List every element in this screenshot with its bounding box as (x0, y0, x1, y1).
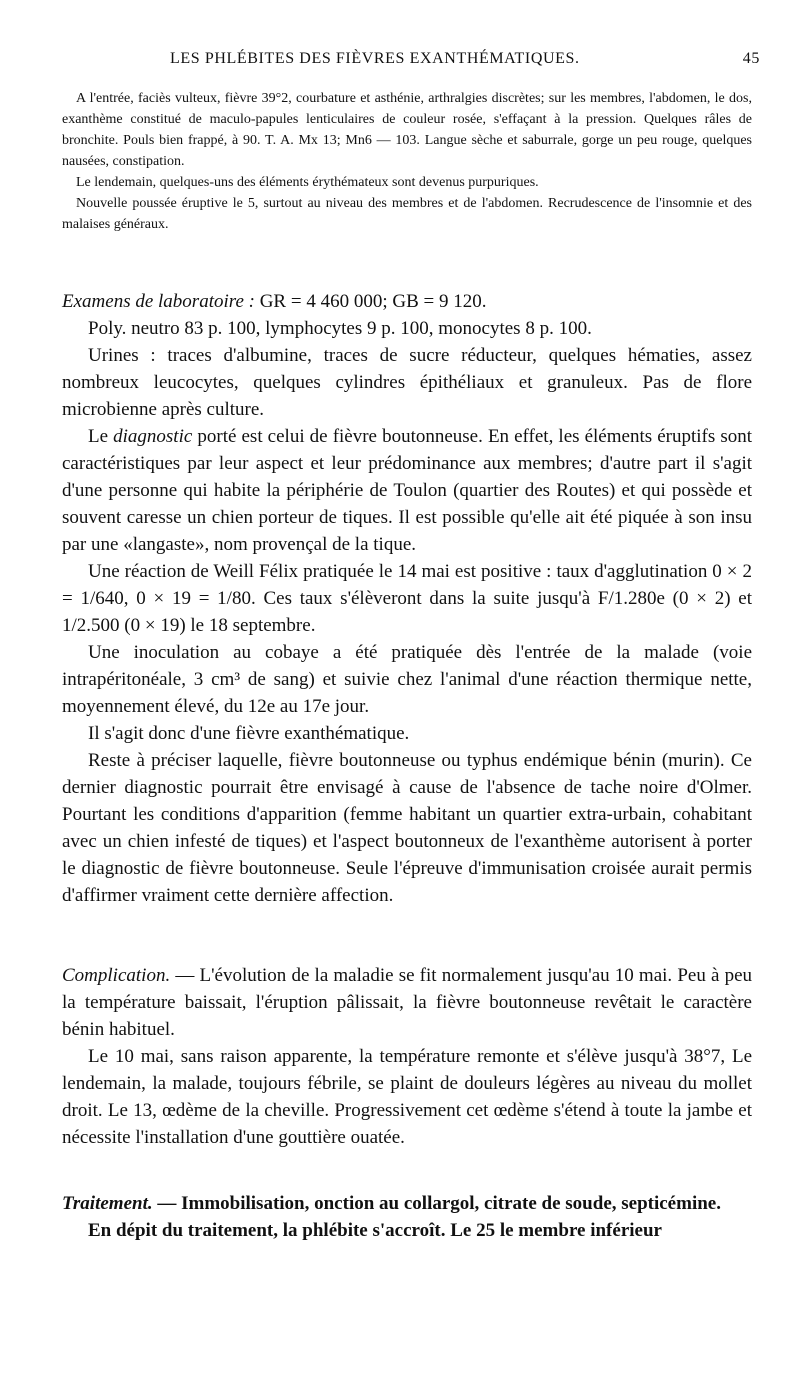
traitement-section (62, 1190, 752, 1244)
traitement-text: — Immobilisation, onction au collargol, citrate de soude, septicémine. (152, 1193, 721, 1214)
complication-paragraph (62, 962, 752, 1043)
labs-counts: GR = 4 460 000; GB = 9 120. (254, 291, 487, 312)
labs-paragraph (62, 288, 752, 315)
complication-paragraph-2: Le 10 mai, sans raison apparente, la température remonte et s'élève jusqu'à 38°7, Le lendemain, la malade, toujours fébrile, se plaint de douleurs légères au niveau du mollet droit. Le 13, œdème de la cheville. Progressivement cet œdème s'étend à toute la jambe et nécessite l'installation d'une gouttière ouatée. (62, 1046, 752, 1148)
traitement-paragraph (62, 1190, 752, 1217)
case-intro (62, 88, 752, 235)
diagnostic-paragraph (62, 423, 752, 558)
complication-text: — L'évolution de la maladie se fit normalement jusqu'au 10 mai. Peu à peu la température baissait, l'éruption pâlissait, la fièvre boutonneuse revêtait le caractère bénin habituel. (62, 965, 752, 1040)
diagnostic-label: diagnostic (113, 426, 193, 447)
reste-paragraph: Reste à préciser laquelle, fièvre boutonneuse ou typhus endémique bénin (murin). Ce dernier diagnostic pourrait être envisagé à cause de l'absence de tache noire d'Olmer. Pourtant les conditions d'apparition (femme habitant un quartier extra-urbain, cohabitant avec un chien infesté de tiques) et l'aspect boutonneux de l'exanthème autorisent à porter le diagnostic de fièvre boutonneuse. Seule l'épreuve d'immunisation croisée aurait permis d'affirmer vraiment cette dernière affection. (62, 750, 752, 906)
intro-paragraph-2: Le lendemain, quelques-uns des éléments érythémateux sont devenus purpuriques. (76, 175, 539, 190)
traitement-label: Traitement. (62, 1193, 153, 1214)
main-text (62, 288, 752, 909)
labs-label: Examens de laboratoire : (62, 291, 255, 312)
weil-felix-paragraph: Une réaction de Weill Félix pratiquée le 14 mai est positive : taux d'agglutination 0 × 2 = 1/640, 0 × 19 = 1/80. Ces taux s'élèveront dans la suite jusqu'à F/1.280e (0 × 2) et 1/2.500 (0 × 19) le 18 septembre. (62, 561, 752, 636)
running-title: LES PHLÉBITES DES FIÈVRES EXANTHÉMATIQUES. (170, 50, 580, 67)
labs-formula: Poly. neutro 83 p. 100, lymphocytes 9 p. 100, monocytes 8 p. 100. (88, 318, 592, 339)
intro-paragraph-3: Nouvelle poussée éruptive le 5, surtout au niveau des membres et de l'abdomen. Recrudescence de l'insomnie et des malaises généraux. (62, 196, 752, 232)
intro-paragraph-1: A l'entrée, faciès vulteux, fièvre 39°2, courbature et asthénie, arthralgies discrètes; sur les membres, l'abdomen, le dos, exanthème constitué de maculo-papules lenticulaires de couleur rosée, s'effaçant à la pression. Quelques râles de bronchite. Pouls bien frappé, à 90. T. A. Mx 13; Mn6 — 103. Langue sèche et saburrale, gorge un peu rouge, quelques nausées, constipation. (62, 91, 752, 169)
page-number: 45 (742, 50, 760, 67)
complication-label: Complication. (62, 965, 171, 986)
traitement-paragraph-2: En dépit du traitement, la phlébite s'accroît. Le 25 le membre inférieur (88, 1220, 662, 1241)
running-header (60, 50, 760, 72)
inoculation-paragraph: Une inoculation au cobaye a été pratiquée dès l'entrée de la malade (voie intrapéritonéale, 3 cm³ de sang) et suivie chez l'animal d'une réaction thermique nette, moyennement élevé, du 12e au 17e jour. (62, 642, 752, 717)
diagnostic-prefix: Le (88, 426, 114, 447)
complication-section (62, 962, 752, 1151)
diagnostic-text: porté est celui de fièvre boutonneuse. En effet, les éléments éruptifs sont caractéristiques par leur aspect et leur prédominance aux membres; d'autre part il s'agit d'une personne qui habite la périphérie de Toulon (quartier des Routes) et qui possède et souvent caresse un chien porteur de tiques. Il est possible qu'elle ait été piquée à son insu par une «langaste», nom provençal de la tique. (62, 426, 752, 555)
conclusion-paragraph: Il s'agit donc d'une fièvre exanthématique. (88, 723, 410, 744)
labs-urines: Urines : traces d'albumine, traces de sucre réducteur, quelques hématies, assez nombreux leucocytes, quelques cylindres épithéliaux et granuleux. Pas de flore microbienne après culture. (62, 345, 752, 420)
